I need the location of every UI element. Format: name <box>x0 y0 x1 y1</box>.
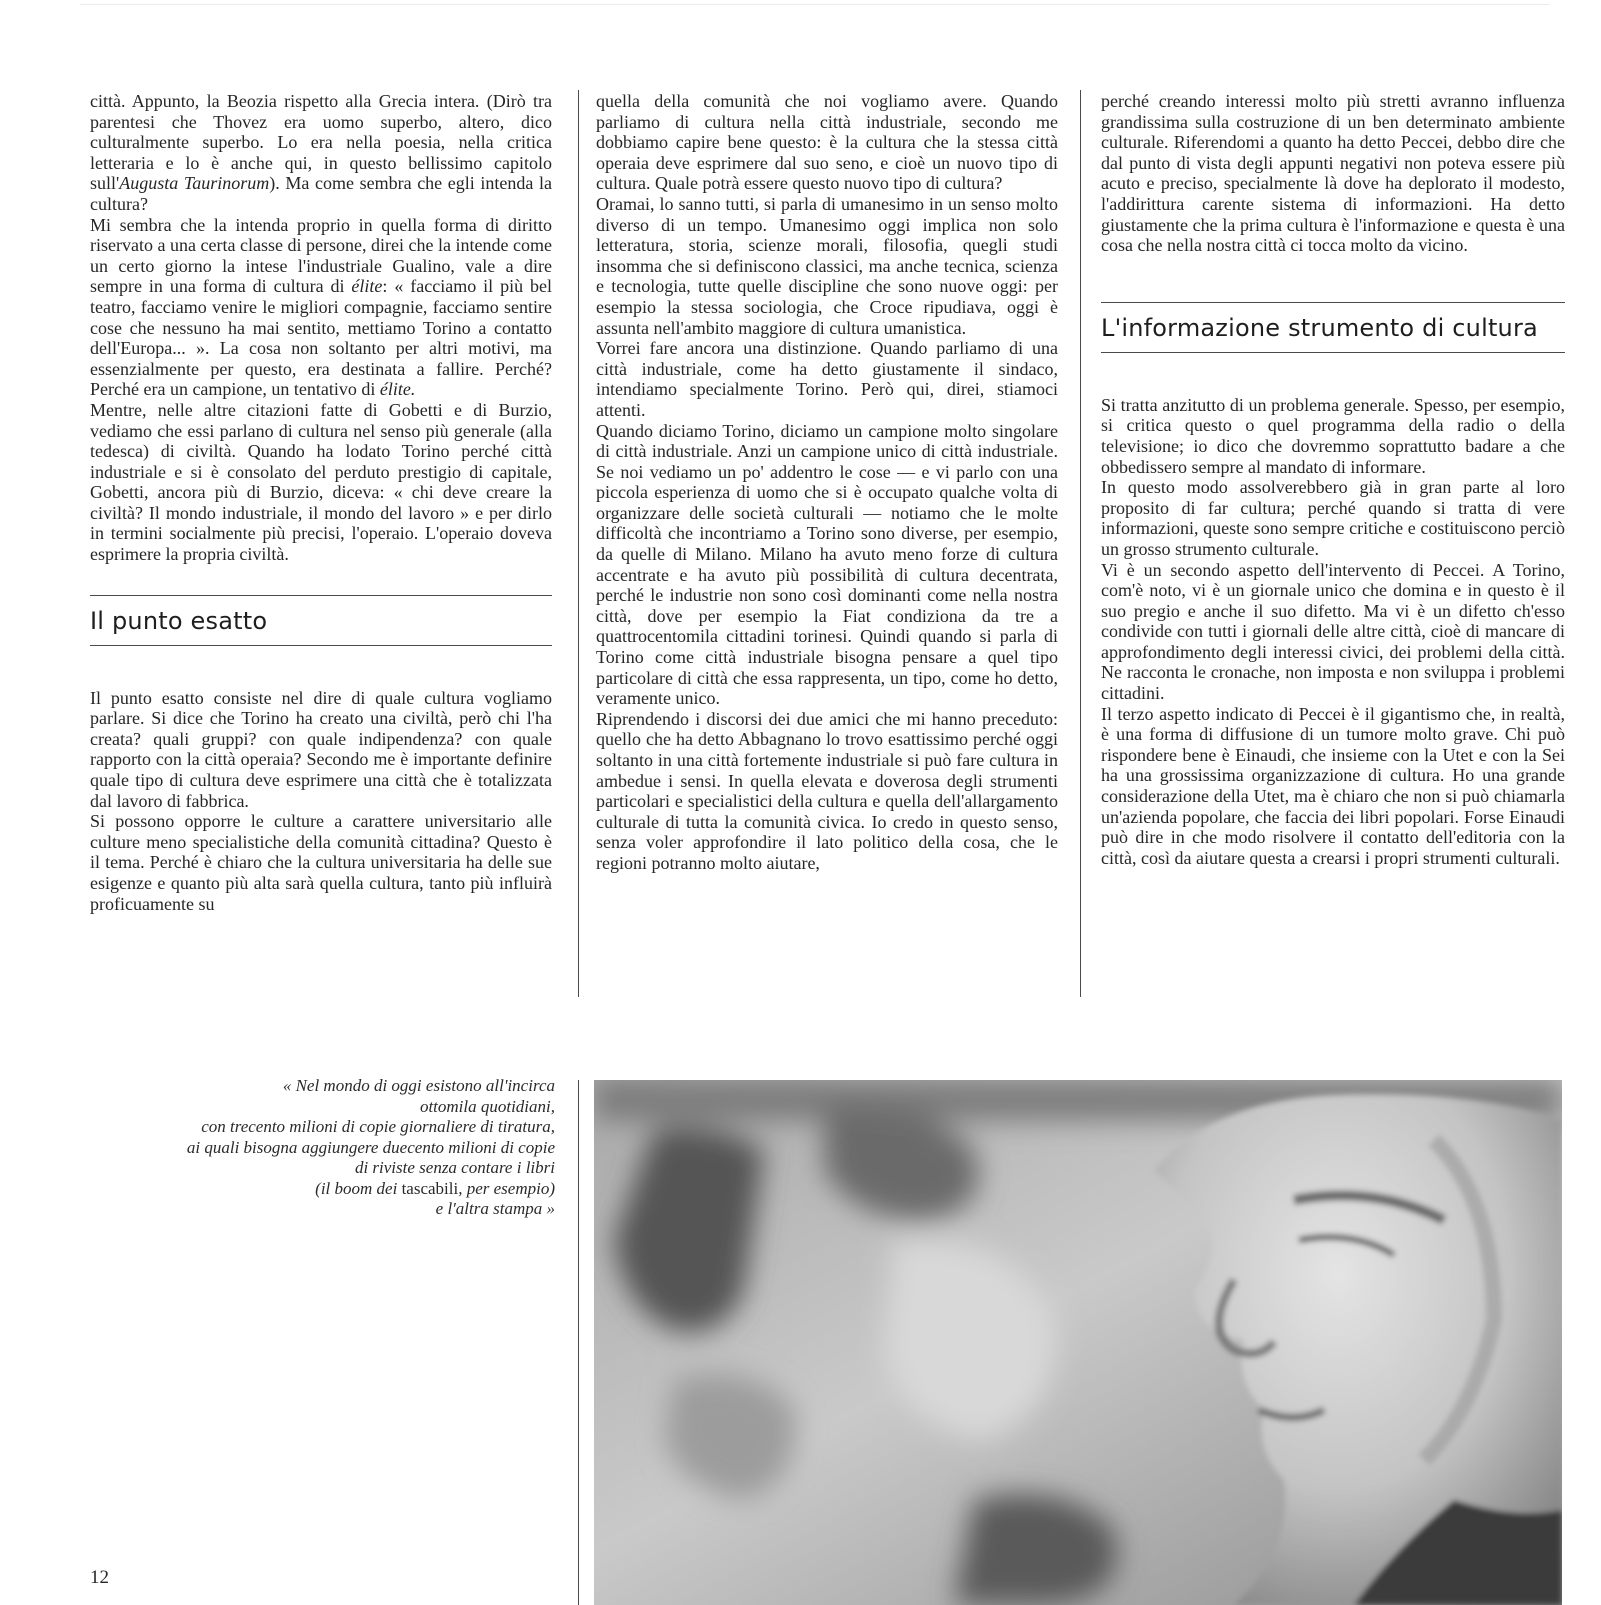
col1-p2-italic-2: élite. <box>379 379 416 400</box>
pullquote-line-2: ottomila quotidiani, <box>419 1096 555 1116</box>
photo-divider <box>578 1080 579 1605</box>
pullquote-line-6 <box>100 1179 555 1200</box>
top-edge-line <box>80 4 1550 5</box>
column-3 <box>1101 91 1565 868</box>
pullquote-line-5: di riviste senza contare i libri <box>354 1158 555 1177</box>
col1-p1-text: città. Appunto, la Beozia rispetto alla Grecia intera. (Dirò tra parentesi che Thovez era uomo superbo, altero, dico culturalmente superbo. Lo era nella poesia, nella critica letteraria e lo è anche qui, in questo bellissimo capitolo sull' <box>90 91 552 194</box>
col1-paragraph-2 <box>90 215 552 400</box>
pullquote-line-6c: , per esempio) <box>458 1178 555 1198</box>
col1-paragraph-1 <box>90 91 552 215</box>
pullquote-line-4: ai quali bisogna aggiungere duecento milioni di copie <box>186 1137 555 1157</box>
page-number: 12 <box>90 1567 109 1588</box>
col3-paragraph-3: In questo modo assolverebbero già in gran parte al loro proposito di far cultura; perché quando si tratta di vere informazioni, queste sono sempre critiche e costituiscono perciò un grosso strumento culturale. <box>1101 477 1565 559</box>
col3-paragraph-4: Vi è un secondo aspetto dell'intervento di Peccei. A Torino, com'è noto, vi è un giornale unico che domina e in questo è il suo pregio e anche il suo difetto. Ma vi è un difetto ch'esso condivide con tutti i giornali delle altre città, cioè di mancare di approfondimento degli interessi civici, dei problemi della città. Ne racconta le cronache, non imposta e non sviluppa i problemi cittadini. <box>1101 559 1565 704</box>
col1-p2b: : « facciamo il più bel teatro, facciamo venire le migliori compagnie, facciamo sentire cose che nessuno ha mai sentito, mettiamo Torino a contatto dell'Europa... ». La cosa non soltanto per altri motivi, ma essenzialmente per questo, era destinata a fallire. Perché? Perché era un campione, un tentativo di <box>90 276 552 400</box>
col3-paragraph-2: Si tratta anzitutto di un problema generale. Spesso, per esempio, si critica questo o quel programma della radio o della televisione; io dico che dovremmo soprattutto badare a che obbedissero sempre al mandato di informare. <box>1101 394 1565 477</box>
col1-paragraph-4: Il punto esatto consiste nel dire di quale cultura vogliamo parlare. Si dice che Torino ha creato una civiltà, però chi l'ha creata? quali gruppi? con quale indipendenza? con quale rapporto con la città operaia? Secondo me è importante definire quale tipo di cultura deve esprimere una città che è totalizzata dal lavoro di fabbrica. <box>90 687 552 811</box>
col2-paragraph-4: Quando diciamo Torino, diciamo un campione molto singolare di città industriale. Anzi un campione unico di città industriale. Se noi vediamo un po' addentro le cose — e vi parlo con una piccola esperienza di uomo che si è occupato qualche volta di organizzare delle società culturali — notiamo che le molte difficoltà che incontriamo a Torino sono diverse, per esempio, da quelle di Milano. Milano ha avuto meno forze di cultura accentrate e ha avuto più possibilità di cultura decentrata, perché le industrie non sono così dominanti come nella nostra città, dove per esempio la Fiat condiziona da tre a quattrocentomila cittadini torinesi. Quindi quando si parla di Torino come città industriale bisogna pensare a quel tipo particolare di città che essa rappresenta, un tipo, come ho detto, veramente unico. <box>596 420 1058 709</box>
col1-p2-italic: élite <box>351 276 383 297</box>
pullquote-line-3: con trecento milioni di copie giornaliere di tiratura, <box>201 1117 555 1136</box>
section-heading-punto-esatto: Il punto esatto <box>90 595 552 646</box>
pullquote-line-6a: (il boom dei <box>315 1178 402 1198</box>
column-2 <box>596 91 1058 874</box>
portrait-photo-graphic <box>594 1080 1562 1605</box>
col1-paragraph-3: Mentre, nelle altre citazioni fatte di Gobetti e di Burzio, vediamo che essi parlano di cultura nel senso più generale (alla tedesca) di civiltà. Quando ha lodato Torino perché città industriale e si è consolato del perduto prestigio di capitale, Gobetti, ancora più di Burzio, diceva: « chi deve creare la civiltà? Il mondo industriale, il mondo del lavoro » e per dirlo in termini socialmente più precisi, l'operaio. L'operaio doveva esprimere la propria civiltà. <box>90 399 552 565</box>
column-1 <box>90 91 552 914</box>
col3-paragraph-1: perché creando interessi molto più stretti avranno influenza grandissima sulla costruzione di un ben determinato ambiente culturale. Riferendomi a quanto ha detto Peccei, debbo dire che dal punto di vista degli appunti negativi non poteva essere più acuto e preciso, specialmente là dove ha deplorato il modesto, l'addirittura carente sistema di informazioni. Ha detto giustamente che la prima cultura è l'informazione e questa è una cosa che nella nostra città ci tocca molto da vicino. <box>1101 91 1565 256</box>
section-heading-informazione: L'informazione strumento di cultura <box>1101 302 1565 353</box>
col2-paragraph-5: Riprendendo i discorsi dei due amici che mi hanno preceduto: quello che ha detto Abbagnano lo trovo esattissimo perché oggi soltanto in una città fortemente industriale si può fare cultura in ambedue i sensi. In quella elevata e doverosa degli strumenti particolari e specialistici della cultura e quella dell'allargamento culturale di tutta la comunità civica. Io credo in questo senso, senza voler approfondire il lato politico della cosa, che le regioni potranno molto aiutare, <box>596 708 1058 873</box>
col2-paragraph-3: Vorrei fare ancora una distinzione. Quando parliamo di una città industriale, come ha detto giustamente il sindaco, intendiamo specialmente Torino. Però qui, direi, stiamoci attenti. <box>596 338 1058 420</box>
col2-paragraph-1: quella della comunità che noi vogliamo avere. Quando parliamo di cultura nella città industriale, secondo me dobbiamo capire bene questo: è la cultura che la stessa città operaia deve esprimere dal suo seno, e cioè un nuovo tipo di cultura. Quale potrà essere questo nuovo tipo di cultura? <box>596 91 1058 194</box>
col1-p1-italic: Augusta Taurinorum <box>119 173 270 194</box>
pull-quote <box>100 1076 555 1220</box>
column-divider-1 <box>578 90 579 997</box>
col1-p1-end: ). Ma come sembra che egli intenda la cultura? <box>90 173 552 214</box>
col3-paragraph-5: Il terzo aspetto indicato di Peccei è il gigantismo che, in realtà, è una forma di diffusione di un tumore molto grave. Chi può rispondere bene è Einaudi, che insieme con la Utet e con la Sei ha una grossissima organizzazione di cultura. Ho una grande considerazione della Utet, ma è chiaro che non si può chiamarla un'azienda popolare, che faccia dei libri popolari. Forse Einaudi può dire in che modo risolvere il contatto dell'editoria con la città, così da aiutare questa a crearsi i propri strumenti culturali. <box>1101 703 1565 868</box>
pullquote-line-1: « Nel mondo di oggi esistono all'incirca <box>282 1076 555 1095</box>
col2-paragraph-2: Oramai, lo sanno tutti, si parla di umanesimo in un senso molto diverso di un tempo. Umanesimo oggi implica non solo letteratura, storia, scienze morali, filosofia, quegli studi insomma che si definiscono classici, ma anche tecnica, scienza e tecnologia, tutte quelle discipline che sono nuove oggi: per esempio la stessa sociologia, che Croce ripudiava, oggi è assunta nell'ambito maggiore di cultura umanistica. <box>596 193 1058 338</box>
pullquote-line-6b: tascabili <box>401 1178 459 1198</box>
col1-p2a: Mi sembra che la intenda proprio in quella forma di diritto riservato a una certa classe di persone, direi che la intende come un certo giorno la intese l'industriale Gualino, vale a dire sempre in una forma di cultura di <box>90 214 552 297</box>
pullquote-line-7: e l'altra stampa » <box>435 1199 555 1218</box>
column-divider-2 <box>1080 90 1081 997</box>
col1-paragraph-5: Si possono opporre le culture a carattere universitario alle culture meno specialistiche della comunità cittadina? Questo è il tema. Perché è chiaro che la cultura universitaria ha delle sue esigenze e quanto più alta sarà quella cultura, tanto più influirà proficuamente su <box>90 811 552 914</box>
portrait-photo <box>594 1080 1562 1605</box>
